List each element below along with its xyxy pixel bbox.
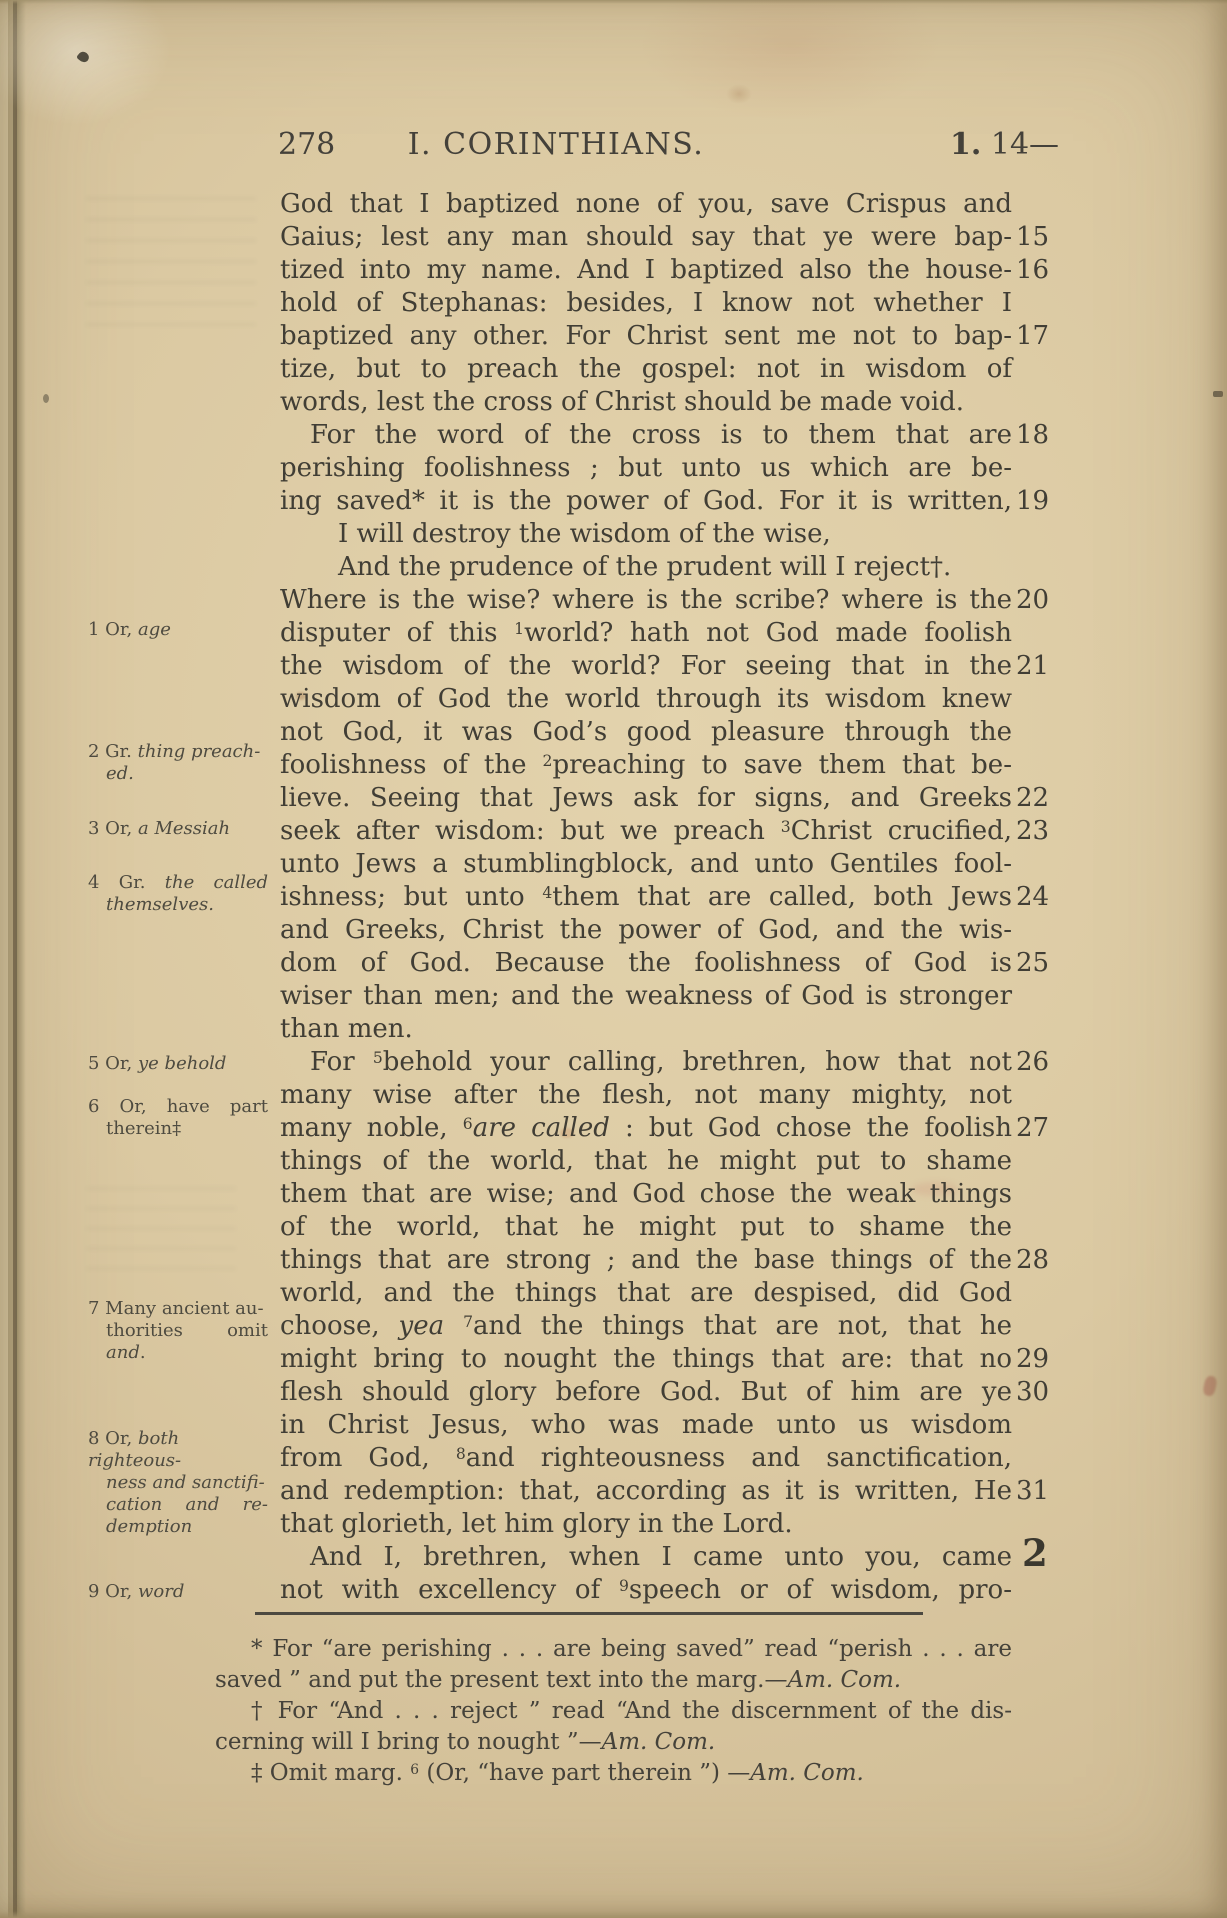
verse-number: 31	[1016, 1476, 1050, 1506]
margin-note	[88, 818, 268, 840]
body-line: wisdom of God the world through its wisdom knew	[280, 684, 1012, 714]
margin-note	[88, 1581, 268, 1603]
body-line: world, and the things that are despised, did God	[280, 1278, 1012, 1308]
verse-number: 16	[1016, 255, 1050, 285]
body-line: wiser than men; and the weakness of God is stronger	[280, 981, 1012, 1011]
body-line: in Christ Jesus, who was made unto us wisdom	[280, 1410, 1012, 1440]
margin-note	[88, 1298, 268, 1364]
verse-number: 17	[1016, 321, 1050, 351]
margin-note	[88, 1096, 268, 1140]
margin-note-line: and.	[106, 1342, 146, 1363]
margin-note-line: 2 Gr. thing preach-	[88, 741, 261, 762]
footnote-line: cerning will I bring to nought ”—Am. Com.	[215, 1729, 716, 1755]
body-line: baptized any other. For Christ sent me not to bap-	[280, 321, 1012, 351]
margin-note	[88, 741, 268, 785]
paper-stain	[640, 0, 940, 120]
body-line: many wise after the flesh, not many mighty, not	[280, 1080, 1012, 1110]
body-line: of the world, that he might put to shame the	[280, 1212, 1012, 1242]
body-line: Where is the wise? where is the scribe? where is the	[280, 585, 1012, 615]
body-line: words, lest the cross of Christ should be made void.	[280, 387, 965, 417]
verse-number: 28	[1016, 1245, 1050, 1275]
margin-note	[88, 619, 268, 641]
body-line: not God, it was God’s good pleasure through the	[280, 717, 1012, 747]
verse-number: 26	[1016, 1047, 1050, 1077]
body-line: many noble, $^6$are called : but God chose the foolish	[280, 1113, 1012, 1143]
margin-note	[88, 872, 268, 916]
body-line: that glorieth, let him glory in the Lord.	[280, 1509, 793, 1539]
chapter-number: 2	[1022, 1531, 1048, 1575]
verse-number: 29	[1016, 1344, 1050, 1374]
edge-speck	[43, 394, 49, 403]
running-head-title: I. CORINTHIANS.	[407, 127, 705, 162]
book-left-edge	[0, 0, 26, 1918]
margin-note-line: 9 Or, word	[88, 1581, 185, 1602]
body-line: the wisdom of the world? For seeing that in the	[280, 651, 1012, 681]
body-line: foolishness of the $^2$preaching to save them that be-	[280, 750, 1012, 780]
body-line: than men.	[280, 1014, 413, 1044]
margin-note	[88, 1428, 268, 1538]
body-line: And I, brethren, when I came unto you, came	[310, 1542, 1012, 1572]
margin-note-line: thorities omit	[106, 1320, 268, 1341]
page-top-edge	[0, 0, 1227, 4]
verse-number: 23	[1016, 816, 1050, 846]
verse-number: 21	[1016, 651, 1050, 681]
body-line: ishness; but unto $^4$them that are called, both Jews	[280, 882, 1013, 912]
body-line: seek after wisdom: but we preach $^3$Christ crucified,	[280, 816, 1013, 846]
margin-note-line: 1 Or, age	[88, 619, 171, 640]
body-line: lieve. Seeing that Jews ask for signs, and Greeks	[280, 783, 1012, 813]
footnote-rule	[255, 1612, 923, 1615]
footnote-line: † For “And . . . reject ” read “And the discernment of the dis-	[251, 1698, 1012, 1724]
margin-note-line: 5 Or, ye behold	[88, 1053, 227, 1074]
body-line: and redemption: that, according as it is written, He	[280, 1476, 1012, 1506]
margin-note-line: ness and sanctifi-	[106, 1472, 265, 1493]
margin-note-line: 8 Or, both righteous-	[88, 1428, 182, 1471]
show-through-ghost	[86, 196, 256, 326]
verse-number: 27	[1016, 1113, 1050, 1143]
body-line: For the word of the cross is to them that are	[310, 420, 1012, 450]
body-line: things of the world, that he might put to shame	[280, 1146, 1012, 1176]
reference-chapter: 1.	[950, 127, 982, 162]
body-line: ing saved* it is the power of God. For it is written,	[280, 486, 1012, 516]
footnote-line: * For “are perishing . . . are being saved” read “perish . . . are	[251, 1636, 1012, 1662]
body-line: might bring to nought the things that are: that no	[280, 1344, 1012, 1374]
body-line: dom of God. Because the foolishness of God is	[280, 948, 1012, 978]
body-line: them that are wise; and God chose the weak things	[280, 1179, 1012, 1209]
footnote-line: ‡ Omit marg. $^6$ (Or, “have part therein ”) —Am. Com.	[251, 1760, 864, 1786]
page-bottom-edge	[0, 1911, 1227, 1918]
body-line: And the prudence of the prudent will I reject†.	[338, 552, 952, 582]
margin-note-line: therein‡	[106, 1118, 182, 1139]
verse-number: 22	[1016, 783, 1050, 813]
reference-verse: 14—	[981, 127, 1060, 162]
body-line: perishing foolishness ; but unto us which are be-	[280, 453, 1012, 483]
edge-mark	[1202, 1375, 1218, 1397]
verse-number: 25	[1016, 948, 1050, 978]
show-through-ghost	[86, 1180, 236, 1270]
running-head-reference	[950, 128, 1059, 162]
body-line: tize, but to preach the gospel: not in wisdom of	[280, 354, 1012, 384]
body-line: flesh should glory before God. But of him are ye	[280, 1377, 1012, 1407]
body-line: Gaius; lest any man should say that ye were bap-	[280, 222, 1012, 252]
body-line: disputer of this $^1$world? hath not God made foolish	[280, 618, 1012, 648]
body-line: unto Jews a stumblingblock, and unto Gentiles fool-	[280, 849, 1012, 879]
body-line: God that I baptized none of you, save Crispus and	[280, 189, 1012, 219]
verse-number: 18	[1016, 420, 1050, 450]
verse-number: 15	[1016, 222, 1050, 252]
footnote-line: saved ” and put the present text into the marg.—Am. Com.	[215, 1667, 902, 1693]
verse-number: 24	[1016, 882, 1050, 912]
body-line: and Greeks, Christ the power of God, and the wis-	[280, 915, 1012, 945]
verse-number: 30	[1016, 1377, 1050, 1407]
body-line: choose, yea $^7$and the things that are not, that he	[280, 1311, 1013, 1341]
margin-note-line: cation and re-	[106, 1494, 268, 1515]
margin-note-line: ed.	[106, 763, 134, 784]
page-number: 278	[278, 127, 336, 162]
edge-speck	[1213, 391, 1223, 397]
verse-number: 20	[1016, 585, 1050, 615]
paper-spot	[726, 84, 752, 104]
body-line: I will destroy the wisdom of the wise,	[338, 519, 831, 549]
body-line: not with excellency of $^9$speech or of wisdom, pro-	[280, 1575, 1012, 1605]
margin-note-line: 3 Or, a Messiah	[88, 818, 231, 839]
paper-stain	[0, 0, 170, 125]
body-line: tized into my name. And I baptized also the house-	[280, 255, 1012, 285]
body-line: hold of Stephanas: besides, I know not whether I	[280, 288, 1012, 318]
verse-number: 19	[1016, 486, 1050, 516]
body-line: For $^5$behold your calling, brethren, how that not	[310, 1047, 1013, 1077]
margin-note-line: 6 Or, have part	[88, 1096, 268, 1117]
body-line: from God, $^8$and righteousness and sanctification,	[280, 1443, 1012, 1473]
margin-note-line: 4 Gr. the called	[88, 872, 269, 893]
margin-note-line: 7 Many ancient au-	[88, 1298, 264, 1319]
margin-note-line: demption	[106, 1516, 193, 1537]
body-line: things that are strong ; and the base things of the	[280, 1245, 1012, 1275]
margin-note	[88, 1053, 268, 1075]
margin-note-line: themselves.	[106, 894, 214, 915]
